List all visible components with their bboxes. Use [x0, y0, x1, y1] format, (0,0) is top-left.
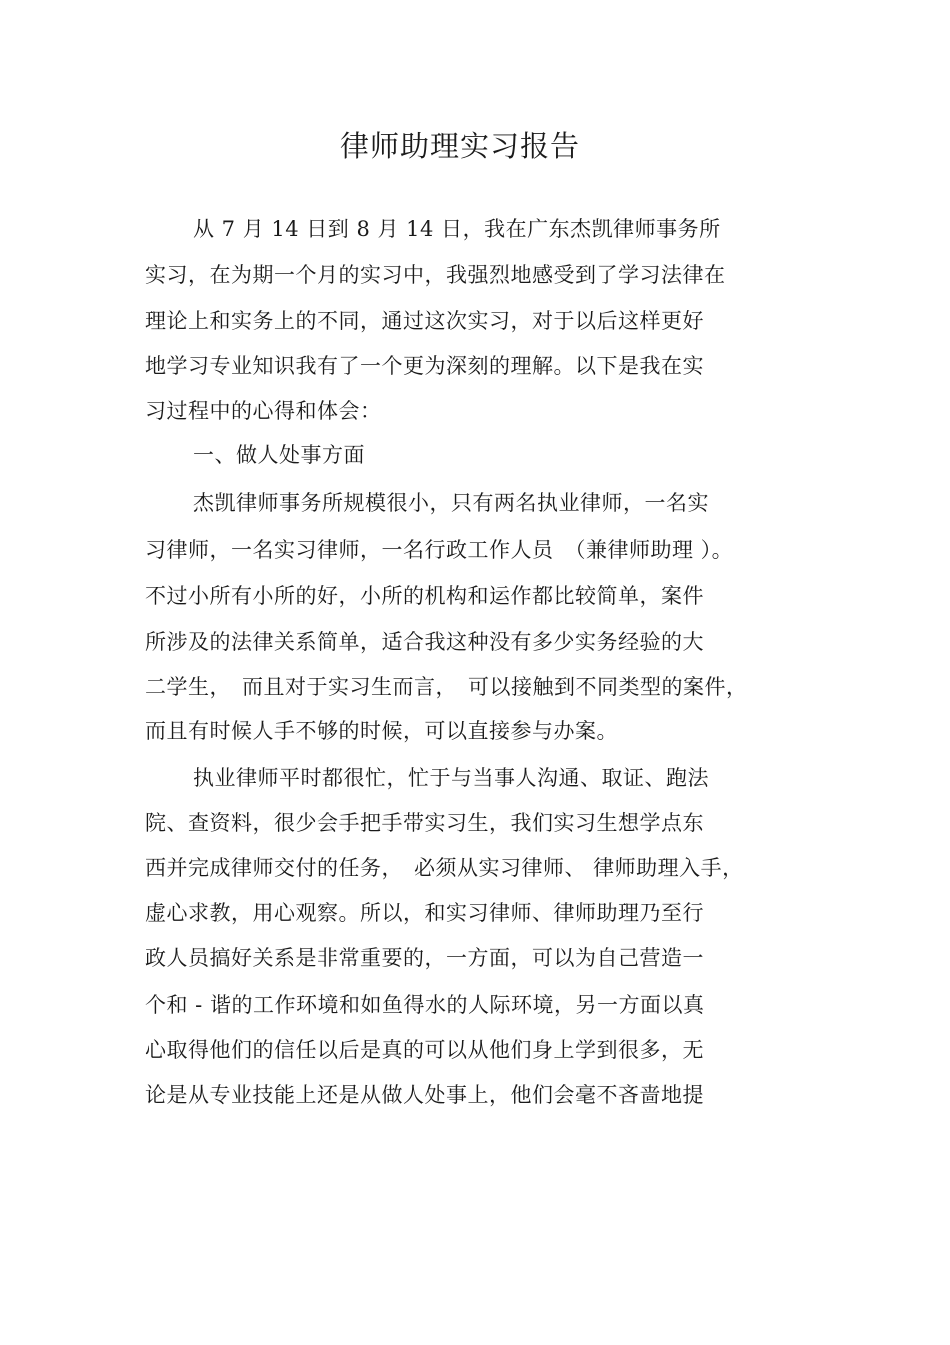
- paragraph-line: 论是从专业技能上还是从做人处事上，他们会毫不吝啬地提: [145, 1083, 704, 1107]
- paragraph-line: 政人员搞好关系是非常重要的，一方面，可以为自己营造一: [145, 946, 704, 970]
- paragraph-line: 理论上和实务上的不同，通过这次实习，对于以后这样更好: [145, 309, 704, 333]
- section-heading: 一、做人处事方面: [193, 443, 365, 467]
- paragraph-line: 习过程中的心得和体会：: [145, 399, 382, 423]
- paragraph-line: 心取得他们的信任以后是真的可以从他们身上学到很多，无: [145, 1038, 704, 1062]
- paragraph-line: 西并完成律师交付的任务， 必须从实习律师、 律师助理入手，: [145, 856, 744, 880]
- paragraph-line: 从 7 月 14 日到 8 月 14 日，我在广东杰凯律师事务所: [193, 217, 721, 241]
- paragraph-line: 个和 - 谐的工作环境和如鱼得水的人际环境，另一方面以真: [145, 993, 705, 1017]
- paragraph-line: 杰凯律师事务所规模很小，只有两名执业律师，一名实: [193, 491, 709, 515]
- paragraph-line: 所涉及的法律关系简单，适合我这种没有多少实务经验的大: [145, 630, 704, 654]
- paragraph-line: 习律师，一名实习律师，一名行政工作人员 （兼律师助理 ）。: [145, 538, 734, 562]
- paragraph-line: 不过小所有小所的好，小所的机构和运作都比较简单，案件: [145, 584, 704, 608]
- paragraph-line: 院、查资料，很少会手把手带实习生，我们实习生想学点东: [145, 811, 704, 835]
- paragraph-line: 地学习专业知识我有了一个更为深刻的理解。以下是我在实: [145, 354, 704, 378]
- paragraph-line: 执业律师平时都很忙，忙于与当事人沟通、取证、跑法: [193, 766, 709, 790]
- paragraph-line: 而且有时候人手不够的时候，可以直接参与办案。: [145, 719, 618, 743]
- paragraph-line: 二学生， 而且对于实习生而言， 可以接触到不同类型的案件，: [145, 675, 748, 699]
- document-title: 律师助理实习报告: [339, 129, 580, 163]
- paragraph-line: 实习，在为期一个月的实习中，我强烈地感受到了学习法律在: [145, 263, 726, 287]
- paragraph-line: 虚心求教，用心观察。所以，和实习律师、律师助理乃至行: [145, 901, 704, 925]
